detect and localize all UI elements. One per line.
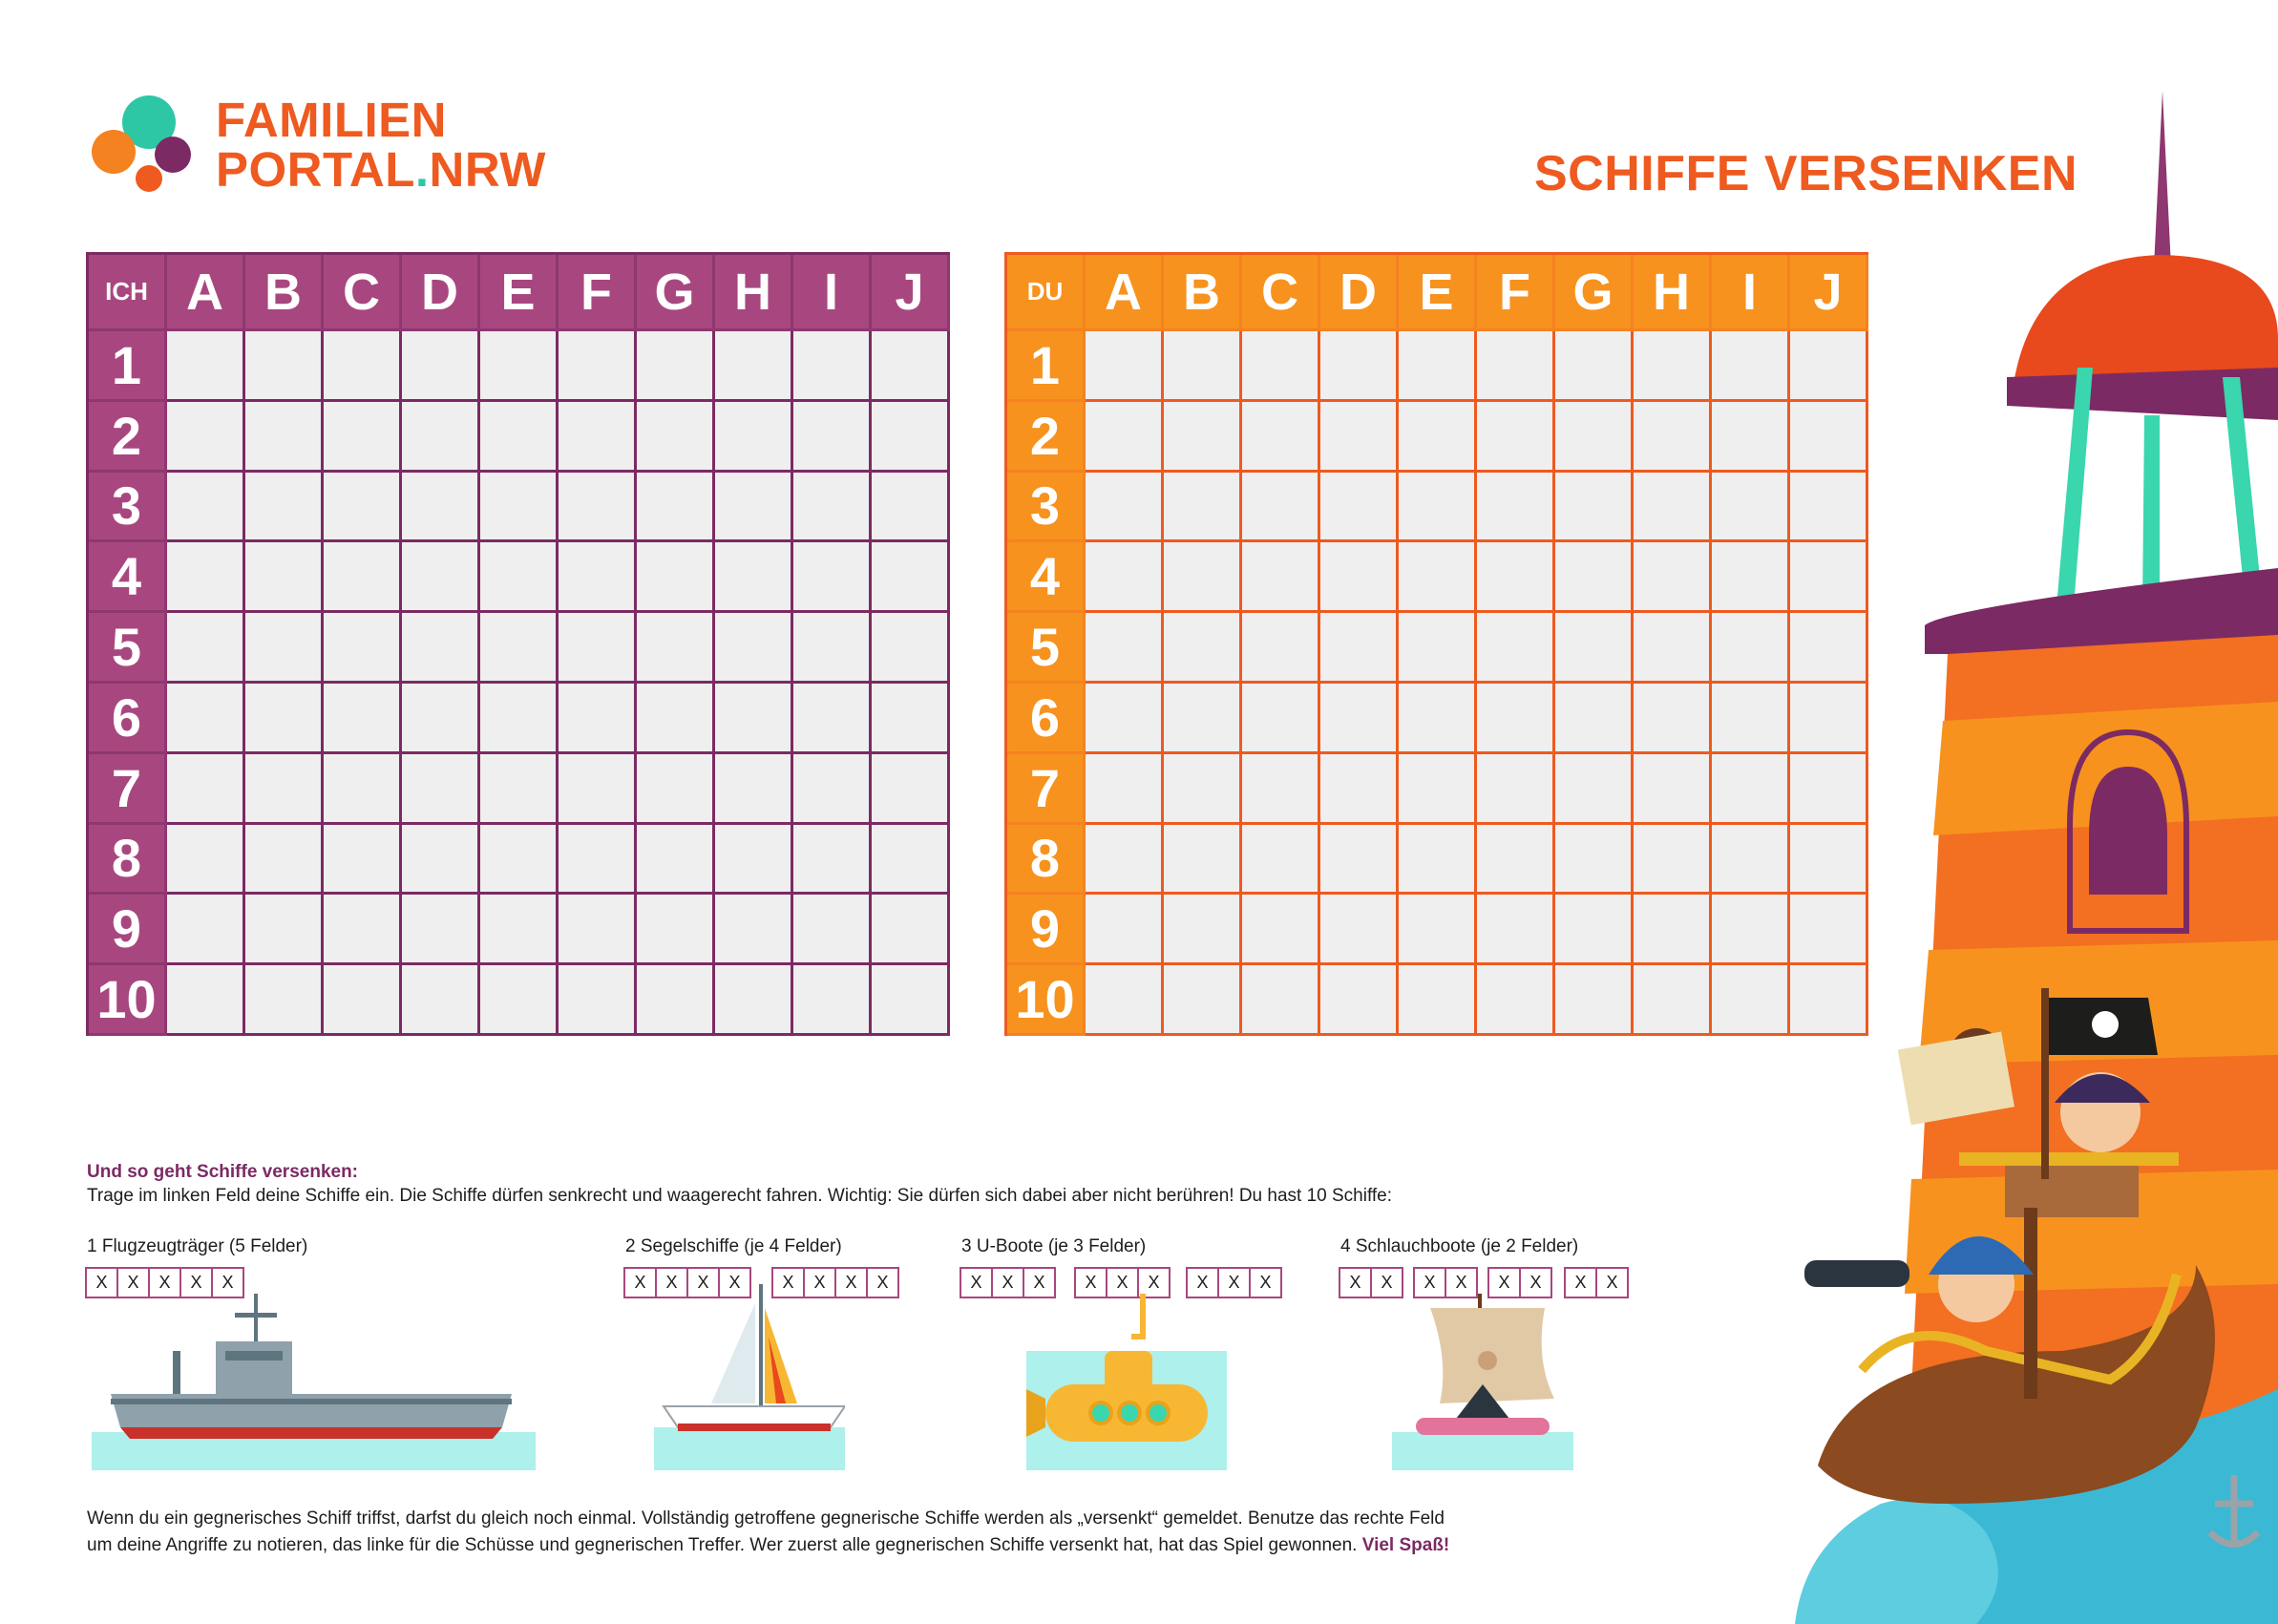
right-row-header: 8 — [1007, 825, 1086, 896]
right-grid-cell[interactable] — [1477, 965, 1555, 1036]
left-grid-cell[interactable] — [793, 825, 872, 896]
right-grid-cell[interactable] — [1477, 825, 1555, 896]
left-grid-cell[interactable] — [715, 965, 793, 1036]
right-grid-cell[interactable] — [1399, 613, 1477, 684]
left-grid-cell[interactable] — [324, 473, 402, 543]
right-row-header: 5 — [1007, 613, 1086, 684]
right-grid-cell[interactable] — [1320, 895, 1399, 965]
left-grid-cell[interactable] — [559, 331, 637, 402]
right-grid-cell[interactable] — [1399, 965, 1477, 1036]
right-grid-cell[interactable] — [1320, 825, 1399, 896]
right-grid-cell[interactable] — [1086, 684, 1164, 754]
left-col-header: D — [402, 255, 480, 331]
right-grid-cell[interactable] — [1399, 895, 1477, 965]
left-grid-cell[interactable] — [324, 542, 402, 613]
right-grid-cell[interactable] — [1164, 825, 1242, 896]
right-grid-cell[interactable] — [1320, 684, 1399, 754]
howto-text: Trage im linken Feld deine Schiffe ein. Die Schiffe dürfen senkrecht und waagerecht fahren. Wichtig: Sie dürfen sich dabei aber nicht berühren! Du hast 10 Schiffe: — [87, 1186, 1393, 1206]
left-grid-cell[interactable] — [637, 895, 715, 965]
left-grid-cell[interactable] — [480, 754, 559, 825]
left-grid-cell[interactable] — [402, 754, 480, 825]
right-row-header: 6 — [1007, 684, 1086, 754]
left-grid-cell[interactable] — [715, 473, 793, 543]
right-grid-cell[interactable] — [1242, 825, 1320, 896]
left-grid-cell[interactable] — [559, 965, 637, 1036]
left-grid-cell[interactable] — [715, 825, 793, 896]
ship-marker-box: X — [1186, 1267, 1219, 1298]
right-grid-cell[interactable] — [1320, 331, 1399, 402]
rules-text — [87, 1506, 1449, 1559]
left-grid-cell[interactable] — [402, 825, 480, 896]
right-grid-cell[interactable] — [1399, 402, 1477, 473]
right-grid-cell[interactable] — [1164, 684, 1242, 754]
right-grid-cell[interactable] — [1242, 684, 1320, 754]
right-col-header: J — [1790, 255, 1868, 331]
left-row-header: 9 — [89, 895, 167, 965]
right-grid-cell[interactable] — [1242, 895, 1320, 965]
ship-label-submarines: 3 U-Boote (je 3 Felder) — [961, 1236, 1147, 1256]
left-grid-cell[interactable] — [637, 402, 715, 473]
right-grid-cell[interactable] — [1555, 402, 1634, 473]
right-col-header: F — [1477, 255, 1555, 331]
lighthouse-illustration — [1661, 91, 2278, 1624]
right-grid-cell[interactable] — [1477, 473, 1555, 543]
left-grid-cell[interactable] — [872, 542, 950, 613]
logo-nrw: NRW — [429, 142, 546, 197]
ship-marker-box: X — [85, 1267, 118, 1298]
ship-marker-box: X — [1023, 1267, 1056, 1298]
left-grid-cell[interactable] — [402, 895, 480, 965]
left-row-header: 7 — [89, 754, 167, 825]
right-row-header: 3 — [1007, 473, 1086, 543]
left-grid-cell[interactable] — [637, 331, 715, 402]
left-grid-cell[interactable] — [480, 684, 559, 754]
left-grid-cell[interactable] — [793, 473, 872, 543]
left-grid-cell[interactable] — [559, 895, 637, 965]
left-grid-cell[interactable] — [245, 965, 324, 1036]
page-title: SCHIFFE VERSENKEN — [1534, 146, 2078, 201]
left-grid-cell[interactable] — [637, 542, 715, 613]
left-grid-cell[interactable] — [793, 613, 872, 684]
left-grid-cell[interactable] — [402, 613, 480, 684]
right-grid-cell[interactable] — [1555, 684, 1634, 754]
left-grid-cell[interactable] — [480, 613, 559, 684]
left-grid-cell[interactable] — [559, 542, 637, 613]
left-grid-cell[interactable] — [480, 402, 559, 473]
right-grid-cell[interactable] — [1477, 402, 1555, 473]
right-row-header: 2 — [1007, 402, 1086, 473]
left-grid-cell[interactable] — [402, 542, 480, 613]
logo-wordmark — [216, 95, 546, 195]
ship-marker-box: X — [960, 1267, 993, 1298]
left-grid-cell[interactable] — [324, 965, 402, 1036]
right-grid-cell[interactable] — [1399, 754, 1477, 825]
ship-marker-box: X — [655, 1267, 688, 1298]
ship-marker-box: X — [1370, 1267, 1403, 1298]
left-grid-cell[interactable] — [167, 684, 245, 754]
right-grid-cell[interactable] — [1320, 965, 1399, 1036]
right-row-header: 1 — [1007, 331, 1086, 402]
ship-marker-box: X — [116, 1267, 150, 1298]
left-grid-cell[interactable] — [245, 754, 324, 825]
right-grid-cell[interactable] — [1555, 331, 1634, 402]
left-grid-cell[interactable] — [245, 402, 324, 473]
left-grid-cell[interactable] — [872, 613, 950, 684]
right-grid-cell[interactable] — [1477, 754, 1555, 825]
left-grid-cell[interactable] — [167, 825, 245, 896]
left-grid-cell[interactable] — [715, 613, 793, 684]
right-grid-cell[interactable] — [1399, 473, 1477, 543]
ship-label-dinghies: 4 Schlauchboote (je 2 Felder) — [1340, 1236, 1579, 1256]
left-col-header: C — [324, 255, 402, 331]
ship-marker-box: X — [1413, 1267, 1446, 1298]
left-grid-cell[interactable] — [402, 473, 480, 543]
left-grid-cell[interactable] — [480, 542, 559, 613]
left-grid-cell[interactable] — [245, 684, 324, 754]
left-row-header: 10 — [89, 965, 167, 1036]
right-grid-cell[interactable] — [1399, 331, 1477, 402]
left-grid-cell[interactable] — [637, 684, 715, 754]
right-grid-cell[interactable] — [1477, 613, 1555, 684]
left-grid-cell[interactable] — [559, 825, 637, 896]
sailboat-illustration — [654, 1284, 845, 1470]
right-grid-cell[interactable] — [1086, 473, 1164, 543]
left-col-header: J — [872, 255, 950, 331]
ship-marker-box: X — [623, 1267, 657, 1298]
left-grid-cell[interactable] — [245, 473, 324, 543]
left-grid-cell[interactable] — [324, 895, 402, 965]
right-grid-cell[interactable] — [1164, 895, 1242, 965]
right-grid-cell[interactable] — [1242, 754, 1320, 825]
right-grid-cell[interactable] — [1086, 542, 1164, 613]
ship-marker-box: X — [1137, 1267, 1171, 1298]
xgroup-dinghy-4 — [1566, 1267, 1629, 1298]
left-grid-cell[interactable] — [167, 895, 245, 965]
left-grid-cell[interactable] — [324, 331, 402, 402]
left-grid-cell[interactable] — [559, 613, 637, 684]
right-col-header: A — [1086, 255, 1164, 331]
left-grid-cell[interactable] — [872, 684, 950, 754]
board-ich — [86, 252, 950, 1036]
howto-title: Und so geht Schiffe versenken: — [87, 1162, 359, 1182]
left-grid-cell[interactable] — [167, 331, 245, 402]
left-grid-cell[interactable] — [402, 402, 480, 473]
left-grid-cell[interactable] — [402, 331, 480, 402]
right-grid-cell[interactable] — [1320, 542, 1399, 613]
right-grid-cell[interactable] — [1242, 613, 1320, 684]
right-grid-cell[interactable] — [1164, 965, 1242, 1036]
logo-icon — [84, 92, 197, 195]
ship-marker-box: X — [718, 1267, 751, 1298]
left-row-header: 3 — [89, 473, 167, 543]
left-grid-cell[interactable] — [245, 542, 324, 613]
left-grid-cell[interactable] — [793, 331, 872, 402]
right-grid-cell[interactable] — [1555, 825, 1634, 896]
left-grid-cell[interactable] — [715, 895, 793, 965]
left-col-header: G — [637, 255, 715, 331]
left-col-header: H — [715, 255, 793, 331]
right-grid-cell[interactable] — [1164, 542, 1242, 613]
ship-marker-box: X — [991, 1267, 1024, 1298]
right-grid-cell[interactable] — [1555, 965, 1634, 1036]
ship-marker-box: X — [1249, 1267, 1282, 1298]
left-grid-cell[interactable] — [324, 402, 402, 473]
right-grid-cell[interactable] — [1164, 754, 1242, 825]
left-grid-cell[interactable] — [167, 542, 245, 613]
left-grid-cell[interactable] — [637, 754, 715, 825]
right-grid-cell[interactable] — [1164, 402, 1242, 473]
right-grid-cell[interactable] — [1399, 542, 1477, 613]
ship-marker-box: X — [803, 1267, 836, 1298]
right-grid-cell[interactable] — [1320, 754, 1399, 825]
right-grid-cell[interactable] — [1242, 473, 1320, 543]
left-grid-cell[interactable] — [480, 331, 559, 402]
left-grid-cell[interactable] — [167, 754, 245, 825]
left-grid-cell[interactable] — [559, 402, 637, 473]
left-grid-cell[interactable] — [872, 473, 950, 543]
left-col-header: I — [793, 255, 872, 331]
right-grid-cell[interactable] — [1242, 965, 1320, 1036]
ship-marker-box: X — [1074, 1267, 1107, 1298]
ship-marker-box: X — [1595, 1267, 1629, 1298]
left-grid-cell[interactable] — [872, 402, 950, 473]
right-col-header: I — [1712, 255, 1790, 331]
aircraft-carrier-illustration — [92, 1294, 536, 1470]
left-grid-cell[interactable] — [480, 895, 559, 965]
right-grid-cell[interactable] — [1555, 613, 1634, 684]
left-grid-cell[interactable] — [793, 542, 872, 613]
left-row-header: 1 — [89, 331, 167, 402]
right-row-header: 9 — [1007, 895, 1086, 965]
left-grid-cell[interactable] — [637, 965, 715, 1036]
ship-marker-box: X — [771, 1267, 805, 1298]
right-row-header: 10 — [1007, 965, 1086, 1036]
right-col-header: H — [1634, 255, 1712, 331]
left-row-header: 8 — [89, 825, 167, 896]
left-grid-cell[interactable] — [793, 754, 872, 825]
right-col-header: E — [1399, 255, 1477, 331]
ship-marker-box: X — [1217, 1267, 1251, 1298]
right-grid-cell[interactable] — [1164, 613, 1242, 684]
right-grid-cell[interactable] — [1555, 895, 1634, 965]
right-row-header: 7 — [1007, 754, 1086, 825]
left-grid-cell[interactable] — [872, 331, 950, 402]
left-grid-cell[interactable] — [245, 825, 324, 896]
left-grid-cell[interactable] — [559, 754, 637, 825]
ship-marker-box: X — [1106, 1267, 1139, 1298]
left-col-header: F — [559, 255, 637, 331]
left-grid-cell[interactable] — [872, 965, 950, 1036]
right-corner-label: DU — [1007, 255, 1086, 331]
logo-line-2 — [216, 142, 546, 197]
right-grid-cell[interactable] — [1164, 473, 1242, 543]
left-col-header: B — [245, 255, 324, 331]
left-grid-cell[interactable] — [402, 965, 480, 1036]
left-grid-cell[interactable] — [715, 402, 793, 473]
right-grid-cell[interactable] — [1477, 542, 1555, 613]
rules-line-2 — [87, 1532, 1449, 1559]
left-grid-cell[interactable] — [637, 613, 715, 684]
left-grid-cell[interactable] — [167, 613, 245, 684]
ship-marker-box: X — [866, 1267, 899, 1298]
logo-line-1: FAMILIEN — [216, 93, 447, 147]
left-row-header: 6 — [89, 684, 167, 754]
left-grid-cell[interactable] — [715, 331, 793, 402]
left-grid-cell[interactable] — [872, 895, 950, 965]
right-grid-cell[interactable] — [1555, 542, 1634, 613]
right-col-header: B — [1164, 255, 1242, 331]
left-grid-cell[interactable] — [402, 684, 480, 754]
left-grid-cell[interactable] — [167, 965, 245, 1036]
ship-marker-box: X — [211, 1267, 244, 1298]
left-row-header: 2 — [89, 402, 167, 473]
right-grid-cell[interactable] — [1086, 965, 1164, 1036]
left-col-header: E — [480, 255, 559, 331]
right-grid-cell[interactable] — [1555, 754, 1634, 825]
left-grid-cell[interactable] — [324, 825, 402, 896]
rules-line-2-text: um deine Angriffe zu notieren, das linke für die Schüsse und gegnerischen Treffer. Wer zuerst alle gegnerischen Schiffe versenkt hat, hat das Spiel gewonnen. — [87, 1535, 1358, 1555]
left-row-header: 4 — [89, 542, 167, 613]
right-grid-cell[interactable] — [1086, 402, 1164, 473]
left-grid-cell[interactable] — [167, 402, 245, 473]
left-grid-cell[interactable] — [793, 402, 872, 473]
right-grid-cell[interactable] — [1555, 473, 1634, 543]
logo-dot: . — [414, 142, 430, 197]
right-grid-cell[interactable] — [1320, 473, 1399, 543]
left-col-header: A — [167, 255, 245, 331]
left-grid-cell[interactable] — [480, 825, 559, 896]
left-grid-cell[interactable] — [793, 684, 872, 754]
board-ich-grid — [89, 255, 950, 1036]
ship-marker-box: X — [686, 1267, 720, 1298]
ship-marker-box: X — [1564, 1267, 1597, 1298]
right-grid-cell[interactable] — [1242, 402, 1320, 473]
left-grid-cell[interactable] — [872, 825, 950, 896]
left-corner-label: ICH — [89, 255, 167, 331]
ship-marker-box: X — [1487, 1267, 1521, 1298]
viel-spass: Viel Spaß! — [1361, 1535, 1450, 1555]
left-grid-cell[interactable] — [167, 473, 245, 543]
ship-label-sailboats: 2 Segelschiffe (je 4 Felder) — [625, 1236, 842, 1256]
left-grid-cell[interactable] — [793, 895, 872, 965]
right-grid-cell[interactable] — [1164, 331, 1242, 402]
left-row-header: 5 — [89, 613, 167, 684]
right-col-header: C — [1242, 255, 1320, 331]
ship-marker-box: X — [1519, 1267, 1552, 1298]
left-grid-cell[interactable] — [245, 613, 324, 684]
left-grid-cell[interactable] — [793, 965, 872, 1036]
left-grid-cell[interactable] — [715, 542, 793, 613]
left-grid-cell[interactable] — [480, 473, 559, 543]
ship-marker-box: X — [179, 1267, 213, 1298]
right-col-header: G — [1555, 255, 1634, 331]
ship-label-carrier: 1 Flugzeugträger (5 Felder) — [87, 1236, 308, 1256]
left-grid-cell[interactable] — [324, 684, 402, 754]
right-col-header: D — [1320, 255, 1399, 331]
right-grid-cell[interactable] — [1399, 684, 1477, 754]
left-grid-cell[interactable] — [715, 754, 793, 825]
left-grid-cell[interactable] — [245, 895, 324, 965]
rules-line-1: Wenn du ein gegnerisches Schiff triffst, darfst du gleich noch einmal. Vollständig getroffene gegnerische Schiffe werden als „versenkt“ gemeldet. Benutze das rechte Feld — [87, 1508, 1445, 1529]
ship-marker-box: X — [1445, 1267, 1478, 1298]
right-grid-cell[interactable] — [1477, 684, 1555, 754]
left-grid-cell[interactable] — [480, 965, 559, 1036]
left-grid-cell[interactable] — [245, 331, 324, 402]
ship-marker-box: X — [834, 1267, 868, 1298]
right-grid-cell[interactable] — [1086, 895, 1164, 965]
right-grid-cell[interactable] — [1477, 895, 1555, 965]
right-grid-cell[interactable] — [1320, 613, 1399, 684]
right-grid-cell[interactable] — [1086, 613, 1164, 684]
right-grid-cell[interactable] — [1242, 331, 1320, 402]
right-row-header: 4 — [1007, 542, 1086, 613]
left-grid-cell[interactable] — [637, 473, 715, 543]
right-grid-cell[interactable] — [1399, 825, 1477, 896]
dinghy-illustration — [1392, 1294, 1573, 1470]
right-grid-cell[interactable] — [1242, 542, 1320, 613]
right-grid-cell[interactable] — [1320, 402, 1399, 473]
left-grid-cell[interactable] — [715, 684, 793, 754]
right-grid-cell[interactable] — [1086, 754, 1164, 825]
left-grid-cell[interactable] — [872, 754, 950, 825]
logo-portal: PORTAL — [216, 142, 415, 197]
left-grid-cell[interactable] — [324, 613, 402, 684]
left-grid-cell[interactable] — [324, 754, 402, 825]
right-grid-cell[interactable] — [1477, 331, 1555, 402]
ship-marker-box: X — [148, 1267, 181, 1298]
right-grid-cell[interactable] — [1086, 331, 1164, 402]
left-grid-cell[interactable] — [559, 684, 637, 754]
right-grid-cell[interactable] — [1086, 825, 1164, 896]
left-grid-cell[interactable] — [637, 825, 715, 896]
left-grid-cell[interactable] — [559, 473, 637, 543]
ship-marker-box: X — [1339, 1267, 1372, 1298]
submarine-illustration — [1026, 1294, 1227, 1470]
